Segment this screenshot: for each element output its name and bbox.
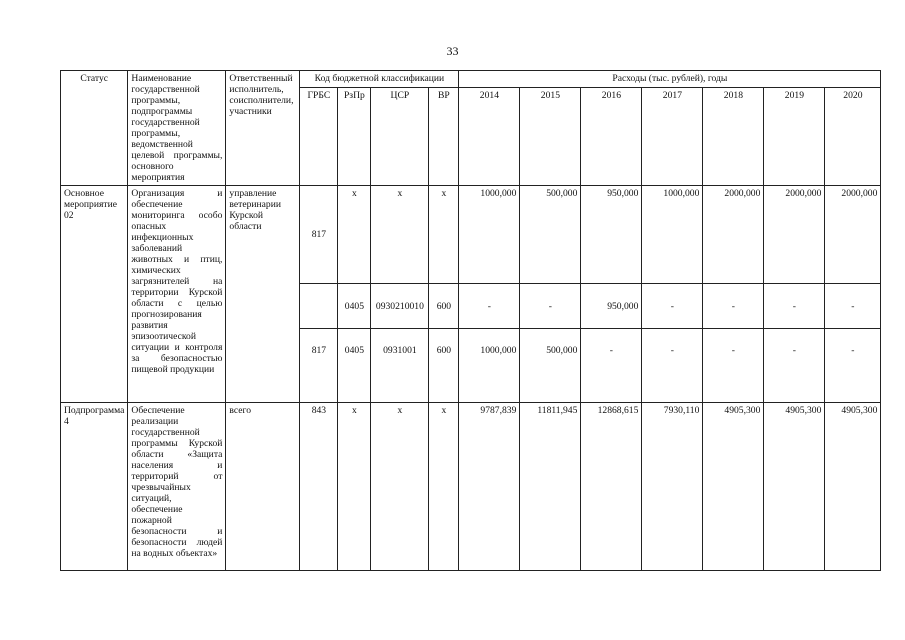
cell-value: - (642, 284, 703, 329)
header-name: Наименование государственной программы, подпрограммы государственной программы, ведомственной целевой программы, основного мероприятия (128, 71, 226, 186)
row-name: Обеспечение реализации государственной программы Курской области «Защита населения и территорий от чрезвычайных ситуаций, обеспечение пожарной безопасности и безопасности людей на водных объектах» (128, 403, 226, 571)
header-status: Статус (61, 71, 128, 186)
cell-value: - (520, 284, 581, 329)
cell-value: 7930,110 (642, 403, 703, 571)
cell-value: - (764, 284, 825, 329)
page-number: 33 (446, 44, 459, 58)
header-bcc-group: Код бюджетной классификации (300, 71, 459, 88)
cell-value: 2000,000 (764, 186, 825, 284)
header-grbs: ГРБС (300, 88, 338, 186)
cell-value: 4905,300 (825, 403, 881, 571)
table-row (61, 186, 881, 284)
cell-value: 12868,615 (581, 403, 642, 571)
header-year: 2017 (642, 88, 703, 186)
cell-value: - (703, 284, 764, 329)
header-year: 2016 (581, 88, 642, 186)
header-year: 2020 (825, 88, 881, 186)
cell-value: 9787,839 (459, 403, 520, 571)
cell-value: 500,000 (520, 329, 581, 403)
cell-grbs: 843 (300, 403, 338, 571)
header-year: 2015 (520, 88, 581, 186)
header-vr: ВР (429, 88, 459, 186)
cell-value: 1000,000 (459, 329, 520, 403)
header-executor: Ответственный исполнитель, соисполнители, участники (226, 71, 300, 186)
table-row (61, 403, 881, 571)
cell-vr: х (429, 403, 459, 571)
row-executor: всего (226, 403, 300, 571)
cell-value: - (825, 329, 881, 403)
cell-rzpr: х (338, 186, 371, 284)
cell-value: - (703, 329, 764, 403)
cell-grbs: 817 (300, 186, 338, 284)
cell-value: 1000,000 (459, 186, 520, 284)
cell-rzpr: 0405 (338, 284, 371, 329)
cell-value: - (459, 284, 520, 329)
cell-grbs: 817 (300, 329, 338, 403)
row-status: Основное мероприятие 02 (61, 186, 128, 403)
cell-value: 1000,000 (642, 186, 703, 284)
cell-vr: 600 (429, 284, 459, 329)
cell-value: 4905,300 (764, 403, 825, 571)
header-year: 2019 (764, 88, 825, 186)
cell-value: - (581, 329, 642, 403)
cell-rzpr: 0405 (338, 329, 371, 403)
header-expenses-group: Расходы (тыс. рублей), годы (459, 71, 881, 88)
header-year: 2014 (459, 88, 520, 186)
cell-value: 500,000 (520, 186, 581, 284)
header-csr: ЦСР (371, 88, 429, 186)
cell-csr: 0931001 (371, 329, 429, 403)
cell-value: 950,000 (581, 186, 642, 284)
row-executor: управление ветеринарии Курской области (226, 186, 300, 403)
cell-value: - (764, 329, 825, 403)
cell-value: - (825, 284, 881, 329)
cell-rzpr: х (338, 403, 371, 571)
cell-grbs (300, 284, 338, 329)
cell-csr: 0930210010 (371, 284, 429, 329)
cell-vr: х (429, 186, 459, 284)
budget-table (60, 70, 881, 571)
cell-vr: 600 (429, 329, 459, 403)
cell-value: 2000,000 (703, 186, 764, 284)
cell-value: 2000,000 (825, 186, 881, 284)
row-name: Организация и обеспечение мониторинга особо опасных инфекционных заболеваний животных и птиц, химических загрязнителей на территории Курской области с целью прогнозирования развития эпизоотической ситуации и контроля за безопасностью пищевой продукции (128, 186, 226, 403)
cell-value: 4905,300 (703, 403, 764, 571)
header-year: 2018 (703, 88, 764, 186)
cell-value: 950,000 (581, 284, 642, 329)
row-status: Подпрограмма 4 (61, 403, 128, 571)
cell-csr: х (371, 186, 429, 284)
cell-csr: х (371, 403, 429, 571)
cell-value: - (642, 329, 703, 403)
header-rzpr: РзПр (338, 88, 371, 186)
cell-value: 11811,945 (520, 403, 581, 571)
